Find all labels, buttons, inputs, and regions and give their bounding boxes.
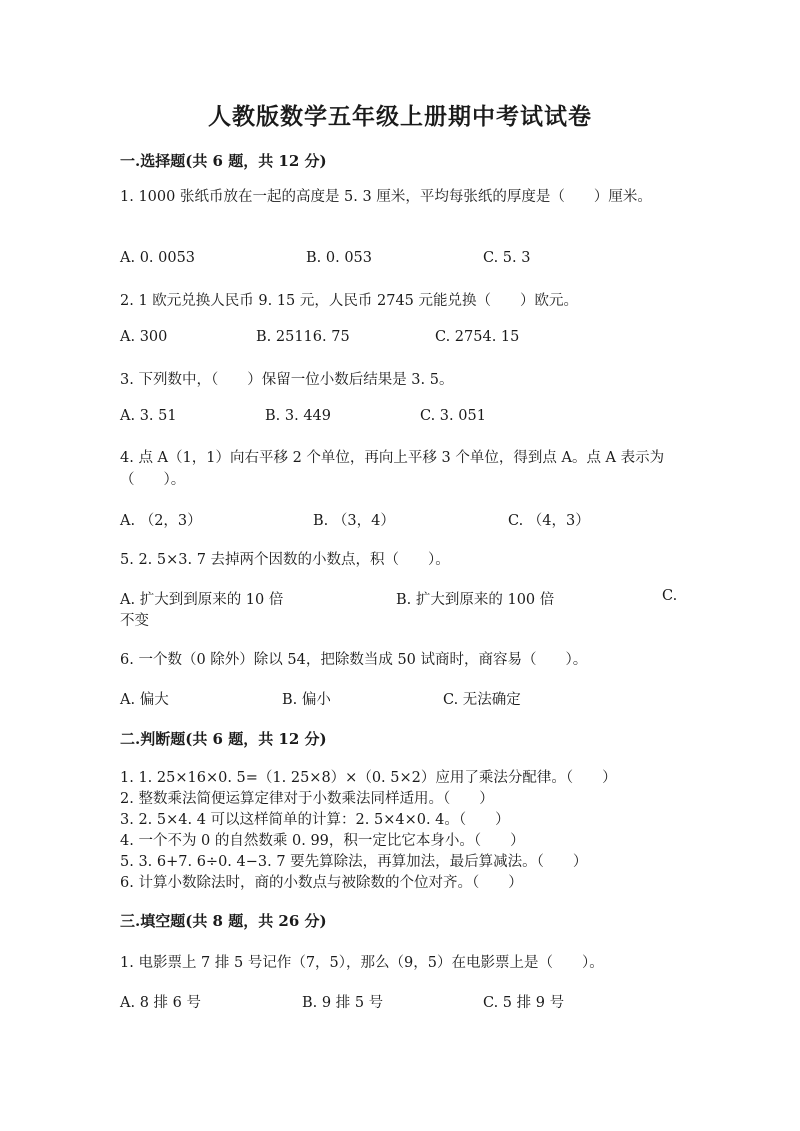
judgment-line: 3. 2. 5×4. 4 可以这样简单的计算：2. 5×4×0. 4。（ ） (120, 812, 510, 828)
page-title: 人教版数学五年级上册期中考试试卷 (208, 103, 592, 130)
option-a: A. 0. 0053 (120, 250, 196, 266)
option-c: C. 2754. 15 (435, 329, 520, 345)
option-c: C. 5. 3 (483, 250, 531, 266)
option-b: B. 扩大到原来的 100 倍 (396, 592, 555, 608)
question-6: 6. 一个数（0 除外）除以 54，把除数当成 50 试商时，商容易（ ）。 (120, 652, 588, 668)
option-c-text: 不变 (120, 613, 149, 629)
option-a: A. 扩大到到原来的 10 倍 (120, 592, 284, 608)
option-c: C. 5 排 9 号 (483, 995, 565, 1011)
option-b: B. 3. 449 (265, 408, 331, 424)
judgment-line: 1. 1. 25×16×0. 5=（1. 25×8）×（0. 5×2）应用了乘法分配律。（ ） (120, 770, 617, 786)
option-b: B. （3，4） (313, 513, 395, 529)
option-a: A. 8 排 6 号 (120, 995, 201, 1011)
question-3: 3. 下列数中，（ ）保留一位小数后结果是 3. 5。 (120, 372, 454, 388)
option-c: C. 无法确定 (443, 692, 521, 708)
option-b: B. 9 排 5 号 (302, 995, 384, 1011)
option-a: A. （2，3） (120, 513, 202, 529)
option-c: C. 3. 051 (420, 408, 486, 424)
judgment-line: 5. 3. 6+7. 6÷0. 4−3. 7 要先算除法，再算加法，最后算减法。（ ） (120, 854, 588, 870)
question-1: 1. 1000 张纸币放在一起的高度是 5. 3 厘米，平均每张纸的厚度是（ ）厘米。 (120, 189, 652, 205)
judgment-line: 4. 一个不为 0 的自然数乘 0. 99，积一定比它本身小。（ ） (120, 833, 525, 849)
option-b: B. 25116. 75 (256, 329, 350, 345)
option-a: A. 300 (120, 329, 168, 345)
section-heading-choice: 一.选择题(共 6 题，共 12 分) (120, 152, 327, 170)
question-2: 2. 1 欧元兑换人民币 9. 15 元，人民币 2745 元能兑换（ ）欧元。 (120, 293, 579, 309)
option-c: C. （4，3） (508, 513, 590, 529)
option-a: A. 3. 51 (120, 408, 177, 424)
section-heading-fill: 三.填空题(共 8 题，共 26 分) (120, 912, 327, 930)
section-heading-judgment: 二.判断题(共 6 题，共 12 分) (120, 730, 327, 748)
judgment-line: 2. 整数乘法简便运算定律对于小数乘法同样适用。（ ） (120, 791, 494, 807)
option-c: C. (662, 588, 678, 604)
question-4: 4. 点 A（1，1）向右平移 2 个单位，再向上平移 3 个单位，得到点 A。点 A 表示为（ ）。 (120, 450, 665, 488)
option-b: B. 0. 053 (306, 250, 372, 266)
judgment-line: 6. 计算小数除法时，商的小数点与被除数的个位对齐。（ ） (120, 875, 523, 891)
question-5: 5. 2. 5×3. 7 去掉两个因数的小数点，积（ ）。 (120, 552, 450, 568)
question-1: 1. 电影票上 7 排 5 号记作（7，5），那么（9，5）在电影票上是（ ）。 (120, 955, 604, 971)
option-a: A. 偏大 (120, 692, 169, 708)
option-b: B. 偏小 (282, 692, 331, 708)
